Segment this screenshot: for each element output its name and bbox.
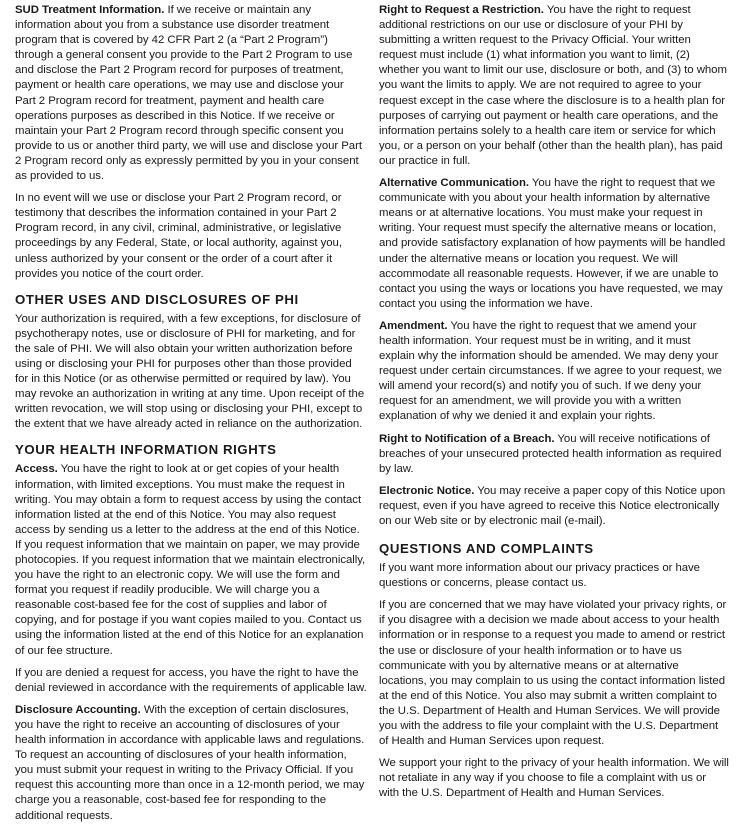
restriction-heading: Right to Request a Restriction. bbox=[379, 4, 544, 16]
accounting-paragraph bbox=[15, 703, 367, 824]
breach-text: You will receive notifications of breaches of your unsecured protected health information as required by law. bbox=[379, 432, 722, 475]
other-uses-paragraph: Your authorization is required, with a few exceptions, for disclosure of psychotherapy notes, use or disclosure of PHI for marketing, and for the sale of PHI. We will also obtain your written authorization before using or disclosing your PHI for purposes other than those provided for in this Notice (or as otherwise permitted or required by law). You may revoke an authorization in writing at any time. Upon receipt of the written revocation, we will stop using or disclosing your PHI, except to the extent that we have already acted in reliance on the authorization. bbox=[15, 312, 365, 431]
electronic-notice-text: You may receive a paper copy of this Notice upon request, even if you have agreed to receive this Notice electronically on our Web site or by electronic mail (e-mail). bbox=[379, 484, 726, 527]
sud-treatment-text: If we receive or maintain any information about you from a substance use disorder treatment program that is covered by 42 CFR Part 2 (a “Part 2 Program”) through a general consent you provide to the Part 2 Program to use and disclose the Part 2 Program record for purposes of treatment, payment or health care operations, we may use and disclose your Part 2 Program record for treatment, payment and health care operations purposes as described in this Notice. If we receive or maintain your Part 2 Program record through specific consent you provide to us or another third party, we will use and disclose your Part 2 Program record only as expressly permitted by you in your consent as provided to us. bbox=[15, 4, 362, 183]
amendment-text: You have the right to request that we amend your health information. Your request must be in writing, and it must explain why the information should be amended. We may deny your request under certain circumstances. If we agree to your request, we will amend your record(s) and notify you of such. If we deny your request for an amendment, we will provide you with a written explanation of why we denied it and explain your rights. bbox=[379, 319, 722, 423]
right-column bbox=[379, 3, 729, 809]
alt-communication-text: You have the right to request that we communicate with you about your health information by alternative means or at alternative locations. You must make your request in writing. Your request must specify the alternative means or location, and provide satisfactory explanation of how payments will be handled under the alternative means or location you request. We will accommodate all reasonable requests. However, if we are unable to contact you using the ways or locations you have requested, we may contact you using the information we have. bbox=[379, 177, 726, 310]
denied-paragraph: If you are denied a request for access, you have the right to have the denial reviewed in accordance with the requirements of applicable law. bbox=[15, 666, 367, 694]
sud-proceedings-paragraph: In no event will we use or disclose your Part 2 Program record, or testimony that describes the information contained in your Part 2 Program record, in any civil, criminal, administrative, or legislative proceedings by any Federal, State, or local authority, against you, unless authorized by your consent or the order of a court after it provides you notice of the court order. bbox=[15, 192, 342, 280]
alt-communication-heading: Alternative Communication. bbox=[379, 177, 529, 190]
access-paragraph bbox=[15, 462, 367, 658]
health-rights-title: YOUR HEALTH INFORMATION RIGHTS bbox=[15, 442, 277, 458]
alt-communication-paragraph bbox=[379, 176, 729, 312]
accounting-text: With the exception of certain disclosures, you have the right to receive an accounting of disclosures of your health information in accordance with applicable laws and regulations. To request an accounting of disclosures of your health information, you must submit your request in writing to the Privacy Official. If you request this accounting more than once in a 12-month period, we may charge you a reasonable, cost-based fee for responding to the additional requests. bbox=[15, 703, 365, 822]
access-text: You have the right to look at or get copies of your health information, with limited exceptions. You must make the request in writing. You may obtain a form to request access by using the contact information listed at the end of this Notice. You may also request access by sending us a letter to the address at the end of this Notice. If you request information that we maintain on paper, we may provide photocopies. If you request information that we maintain electronically, you have the right to an electronic copy. We will use the form and format you request if readily producible. We will charge you a reasonable cost-based fee for the cost of supplies and labor of copying, and for postage if you want copies mailed to you. Contact us using the information listed at the end of this Notice for an explanation of our fee structure. bbox=[15, 463, 366, 657]
amendment-heading: Amendment. bbox=[379, 319, 448, 332]
amendment-paragraph bbox=[379, 319, 729, 425]
restriction-paragraph bbox=[379, 3, 729, 169]
questions-paragraph-1: If you want more information about our privacy practices or have questions or concerns, please contact us. bbox=[379, 562, 700, 590]
restriction-text: You have the right to request additional restrictions on our use or disclosure of your PHI by submitting a written request to the Privacy Official. Your written request must include (1) what information you want to limit, (2) whether you want to limit our use, disclosure or both, and (3) to whom you want the limits to apply. We are not required to agree to your request except in the case where the disclosure is to a health plan for purposes of carrying out payment or health care operations, and the information pertains solely to a health care item or service for which you, or a person on your behalf (other than the health plan), has paid our practice in full. bbox=[379, 4, 727, 167]
electronic-notice-paragraph bbox=[379, 484, 729, 529]
access-heading: Access. bbox=[15, 463, 58, 476]
questions-paragraph-2: If you are concerned that we may have violated your privacy rights, or if you disagree with a decision we made about access to your health information or in response to a request you made to amend or restrict the use or disclosure of your health information or to have us communicate with you by alternative means or at alternative locations, you may complain to us using the contact information listed at the end of this Notice. You also may submit a written complaint to the U.S. Department of Health and Human Services. We will provide you with the address to file your complaint with the U.S. Department of Health and Human Services upon request. bbox=[379, 599, 727, 748]
sud-treatment-heading: SUD Treatment Information. bbox=[15, 4, 165, 16]
breach-heading: Right to Notification of a Breach. bbox=[379, 432, 555, 445]
left-column bbox=[15, 3, 367, 831]
accounting-heading: Disclosure Accounting. bbox=[15, 703, 141, 716]
breach-paragraph bbox=[379, 432, 729, 477]
questions-paragraph-3: We support your right to the privacy of your health information. We will not retaliate in any way if you choose to file a complaint with us or with the U.S. Department of Health and Human Services. bbox=[379, 757, 729, 800]
questions-title: QUESTIONS AND COMPLAINTS bbox=[379, 541, 594, 557]
other-uses-title: OTHER USES AND DISCLOSURES OF PHI bbox=[15, 291, 299, 307]
electronic-notice-heading: Electronic Notice. bbox=[379, 484, 475, 497]
sud-treatment-paragraph bbox=[15, 3, 367, 184]
